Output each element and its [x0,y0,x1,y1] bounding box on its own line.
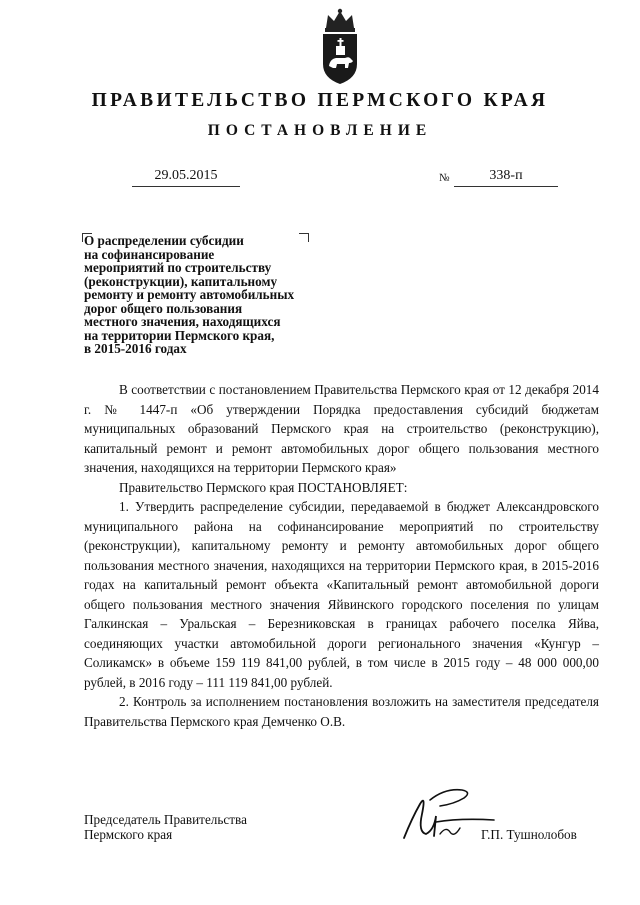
clause-1-paragraph: 1. Утвердить распределение субсидии, передаваемой в бюджет Александровского муниципального района на софинансирование мероприятий по строительству (реконструкции), капитальному ремонту и ремонту автомобильных дорог общего пользования местного значения, находящихся на территории Пермского края, в 2015-2016 годах на капитальный ремонт объекта «Капитальный ремонт автомобильной дороги общего пользования местного значения Яйвинского городского поселения по улицам Галкинская – Уральская – Березниковская в границах рабочего поселка Яйва, соединяющих участки автомобильной дороги регионального значения «Кунгур – Соликамск» в объеме 159 119 841,00 рублей, в том числе в 2015 году – 48 000 000,00 рублей, в 2016 году – 111 119 841,00 рублей. [84,499,599,690]
subject-line: на софинансирование [84,246,215,262]
document-body [84,380,599,731]
signer-position [84,812,247,842]
signer-position-line: Пермского края [84,827,173,842]
document-type: ПОСТАНОВЛЕНИЕ [207,122,433,139]
organization-title: ПРАВИТЕЛЬСТВО ПЕРМСКОГО КРАЯ [91,90,549,111]
document-date: 29.05.2015 [132,166,240,187]
subject-line: мероприятий по строительству [84,260,272,275]
number-sign: № [439,172,450,184]
subject-line: дорог общего пользования [84,300,243,316]
subject-line: в 2015-2016 годах [84,341,187,356]
subject-line: О распределении субсидии [84,233,244,248]
subject-line: (реконструкции), капитальному [84,273,278,289]
signer-position-line: Председатель Правительства [84,812,247,827]
subject-line: на территории Пермского края, [84,327,275,343]
signer-name: Г.П. Тушнолобов [481,827,577,842]
document-subject [84,234,344,356]
subject-line: местного значения, находящихся [84,314,281,329]
subject-line: ремонту и ремонту автомобильных [84,287,295,302]
coat-of-arms-icon [318,6,362,86]
resolution-paragraph: Правительство Пермского края ПОСТАНОВЛЯЕТ: [119,479,408,495]
document-number: 338-п [454,166,558,187]
clause-2-paragraph: 2. Контроль за исполнением постановления возложить на заместителя председателя Правительства Пермского края Демченко О.В. [84,694,599,729]
preamble-paragraph: В соответствии с постановлением Правительства Пермского края от 12 декабря 2014 г. № 1447-п «Об утверждении Порядка предоставления субсидий бюджетам муниципальных образований Пермского края на строительство (реконструкцию), капитальный ремонт и ремонт автомобильных дорог общего пользования местного значения, находящихся на территории Пермского края» [84,382,599,475]
